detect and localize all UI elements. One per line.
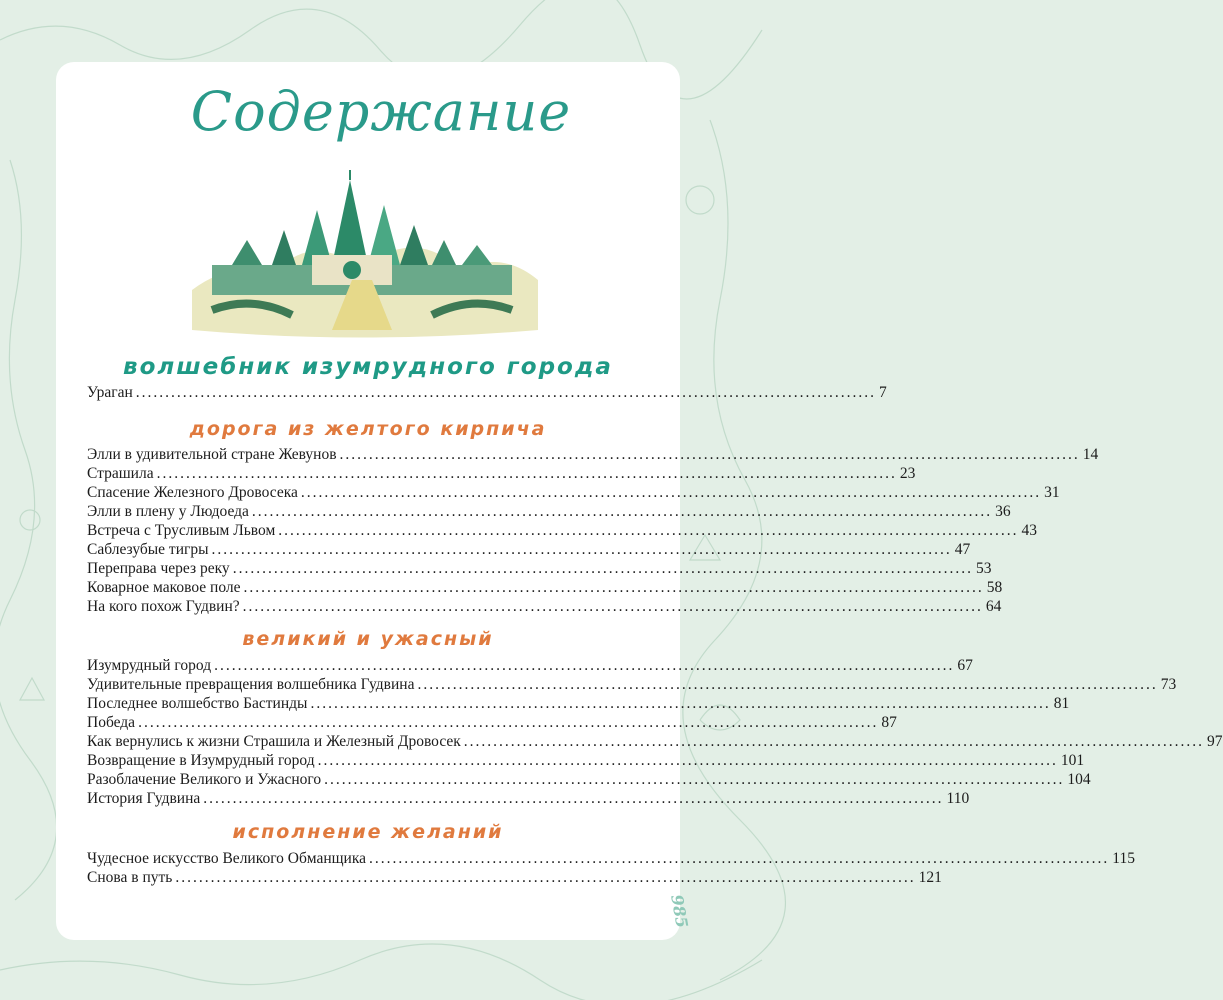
emerald-city-illustration (192, 170, 538, 340)
toc-entry[interactable]: Разоблачение Великого и Ужасного .............................................................................................................................. 104 (87, 771, 1091, 788)
toc-entry[interactable]: Снова в путь .............................................................................................................................. 121 (87, 869, 942, 886)
toc-entry[interactable]: Элли в плену у Людоеда .............................................................................................................................. 36 (87, 503, 1011, 520)
toc-entry[interactable]: Коварное маковое поле .............................................................................................................................. 58 (87, 579, 1003, 596)
page-title: Содержание (190, 80, 572, 143)
section-heading: волшебник изумрудного города (123, 354, 613, 380)
toc-entry[interactable]: Переправа через реку .............................................................................................................................. 53 (87, 560, 992, 577)
toc-entry[interactable]: Ураган .............................................................................................................................. 7 (87, 384, 887, 401)
toc-entry[interactable]: Изумрудный город .............................................................................................................................. 67 (87, 657, 973, 674)
toc-entry[interactable]: История Гудвина .............................................................................................................................. 110 (87, 790, 970, 807)
toc-entry[interactable]: Победа .............................................................................................................................. 87 (87, 714, 897, 731)
toc-entry[interactable]: Саблезубые тигры .............................................................................................................................. 47 (87, 541, 971, 558)
page-number: 985 (667, 893, 692, 930)
section-heading: дорога из желтого кирпича (189, 418, 547, 440)
toc-entry[interactable]: Удивительные превращения волшебника Гудвина .............................................................................................................................. 73 (87, 676, 1177, 693)
toc-entry[interactable]: Встреча с Трусливым Львом .............................................................................................................................. 43 (87, 522, 1038, 539)
section-heading: великий и ужасный (242, 628, 494, 650)
toc-entry[interactable]: Чудесное искусство Великого Обманщика .............................................................................................................................. 115 (87, 850, 1135, 867)
toc-entry[interactable]: Возвращение в Изумрудный город .............................................................................................................................. 101 (87, 752, 1085, 769)
section-heading: исполнение желаний (232, 821, 504, 843)
toc-entry[interactable]: Спасение Железного Дровосека .............................................................................................................................. 31 (87, 484, 1060, 501)
toc-entry[interactable]: Страшила .............................................................................................................................. 23 (87, 465, 916, 482)
toc-entry[interactable]: Как вернулись к жизни Страшила и Железный Дровосек .............................................................................................................................. 97 (87, 733, 1223, 750)
toc-entry[interactable]: На кого похож Гудвин? .............................................................................................................................. 64 (87, 598, 1002, 615)
toc-entry[interactable]: Последнее волшебство Бастинды .............................................................................................................................. 81 (87, 695, 1070, 712)
toc-entry[interactable]: Элли в удивительной стране Жевунов .............................................................................................................................. 14 (87, 446, 1099, 463)
